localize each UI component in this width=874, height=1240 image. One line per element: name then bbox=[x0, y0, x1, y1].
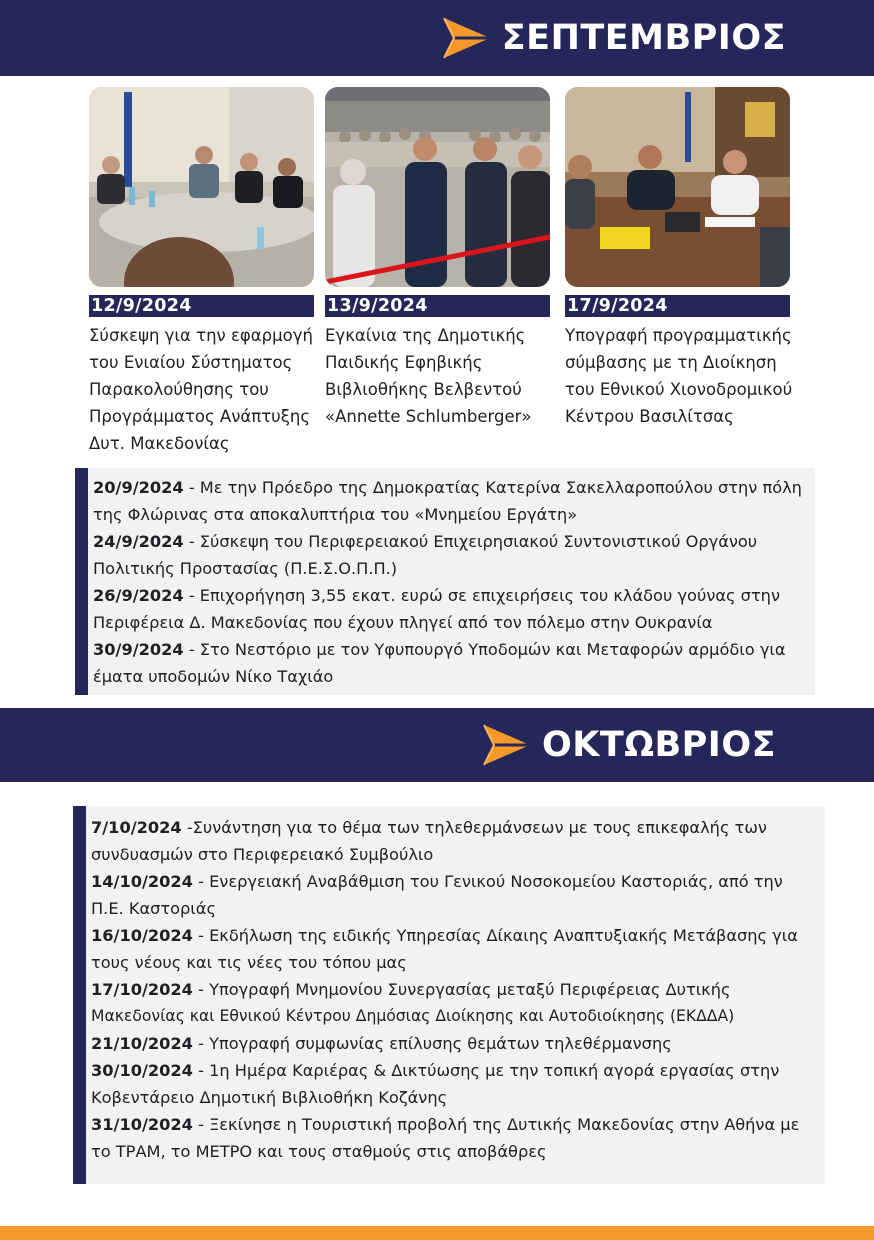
event-caption: Σύσκεψη για την εφαρμογή του Ενιαίου Σύστηματος Παρακολούθησης του Προγράμματος Ανάπτυξης Δυτ. Μακεδονίας bbox=[89, 326, 313, 453]
list-item: 17/10/2024 - Υπογραφή Μνημονίου Συνεργασίας μεταξύ Περιφέρειας Δυτικής Μακεδονίας και Εθνικού Κέντρου Δημόσιας Διοίκησης και Αυτοδιοίκησης (ΕΚΔΔΑ) bbox=[91, 980, 735, 1025]
event-photo-meeting bbox=[89, 87, 314, 287]
event-caption: Εγκαίνια της Δημοτικής Παιδικής Εφηβικής Βιβλιοθήκης Βελβεντού «Annette Schlumberger» bbox=[325, 326, 532, 426]
list-item: 31/10/2024 - Ξεκίνησε η Τουριστική προβολή της Δυτικής Μακεδονίας στην Αθήνα με το ΤΡΑΜ, το ΜΕΤΡΟ και τους σταθμούς στις αποβάθρες bbox=[91, 1115, 800, 1161]
list-item: 20/9/2024 - Με την Πρόεδρο της Δημοκρατίας Κατερίνα Σακελλαροπούλου στην πόλη της Φλώρινας στα αποκαλυπτήρια του «Μνημείου Εργάτη» bbox=[93, 478, 802, 524]
october-event-list bbox=[73, 806, 825, 1184]
orange-play-arrow-icon bbox=[480, 722, 534, 768]
list-item: 24/9/2024 - Σύσκεψη του Περιφερειακού Επιχειρησιακού Συντονιστικού Οργάνου Πολιτικής Προστασίας (Π.Ε.Σ.Ο.Π.Π.) bbox=[93, 532, 758, 578]
event-caption: Υπογραφή προγραμματικής σύμβασης με τη Διοίκηση του Εθνικού Χιονοδρομικού Κέντρου Βασιλίτσας bbox=[565, 326, 793, 426]
list-item: 30/10/2024 - 1η Ημέρα Καριέρας & Δικτύωσης με την τοπική αγορά εργασίας στην Κοβεντάρειο Δημοτική Βιβλιοθήκη Κοζάνης bbox=[91, 1061, 780, 1107]
september-title: ΣΕΠΤΕΜΒΡΙΟΣ bbox=[501, 17, 786, 58]
event-date: 17/9/2024 bbox=[565, 295, 790, 317]
september-header bbox=[0, 0, 874, 76]
list-item: 7/10/2024 -Συνάντηση για το θέμα των τηλεθερμάνσεων με τους επικεφαλής των συνδυασμών στο Περιφερειακό Συμβούλιο bbox=[91, 818, 767, 864]
orange-play-arrow-icon bbox=[440, 15, 494, 61]
october-title: ΟΚΤΩΒΡΙΟΣ bbox=[541, 724, 776, 765]
september-event-list bbox=[75, 468, 815, 695]
event-card bbox=[325, 87, 550, 430]
event-date: 13/9/2024 bbox=[325, 295, 550, 317]
event-photo-signing bbox=[565, 87, 790, 287]
event-photo-ribbon-cutting bbox=[325, 87, 550, 287]
event-card bbox=[565, 87, 793, 430]
list-item: 16/10/2024 - Εκδήλωση της ειδικής Υπηρεσίας Δίκαιης Αναπτυξιακής Μετάβασης για τους νέους και τις νέες του τόπου μας bbox=[91, 926, 798, 972]
event-date: 12/9/2024 bbox=[89, 295, 314, 317]
list-item: 21/10/2024 - Υπογραφή συμφωνίας επίλυσης θεμάτων τηλεθέρμανσης bbox=[91, 1034, 672, 1053]
footer-accent-bar bbox=[0, 1226, 874, 1240]
list-item: 30/9/2024 - Στο Νεστόριο με τον Υφυπουργό Υποδομών και Μεταφορών αρμόδιο για έματα υποδομών Νίκο Ταχιάο bbox=[93, 640, 786, 686]
list-item: 14/10/2024 - Ενεργειακή Αναβάθμιση του Γενικού Νοσοκομείου Καστοριάς, από την Π.Ε. Καστοριάς bbox=[91, 872, 783, 918]
list-item: 26/9/2024 - Επιχορήγηση 3,55 εκατ. ευρώ σε επιχειρήσεις του κλάδου γούνας στην Περιφέρεια Δ. Μακεδονίας που έχουν πληγεί από τον πόλεμο στην Ουκρανία bbox=[93, 586, 780, 632]
october-header bbox=[0, 708, 874, 782]
event-card bbox=[89, 87, 314, 457]
